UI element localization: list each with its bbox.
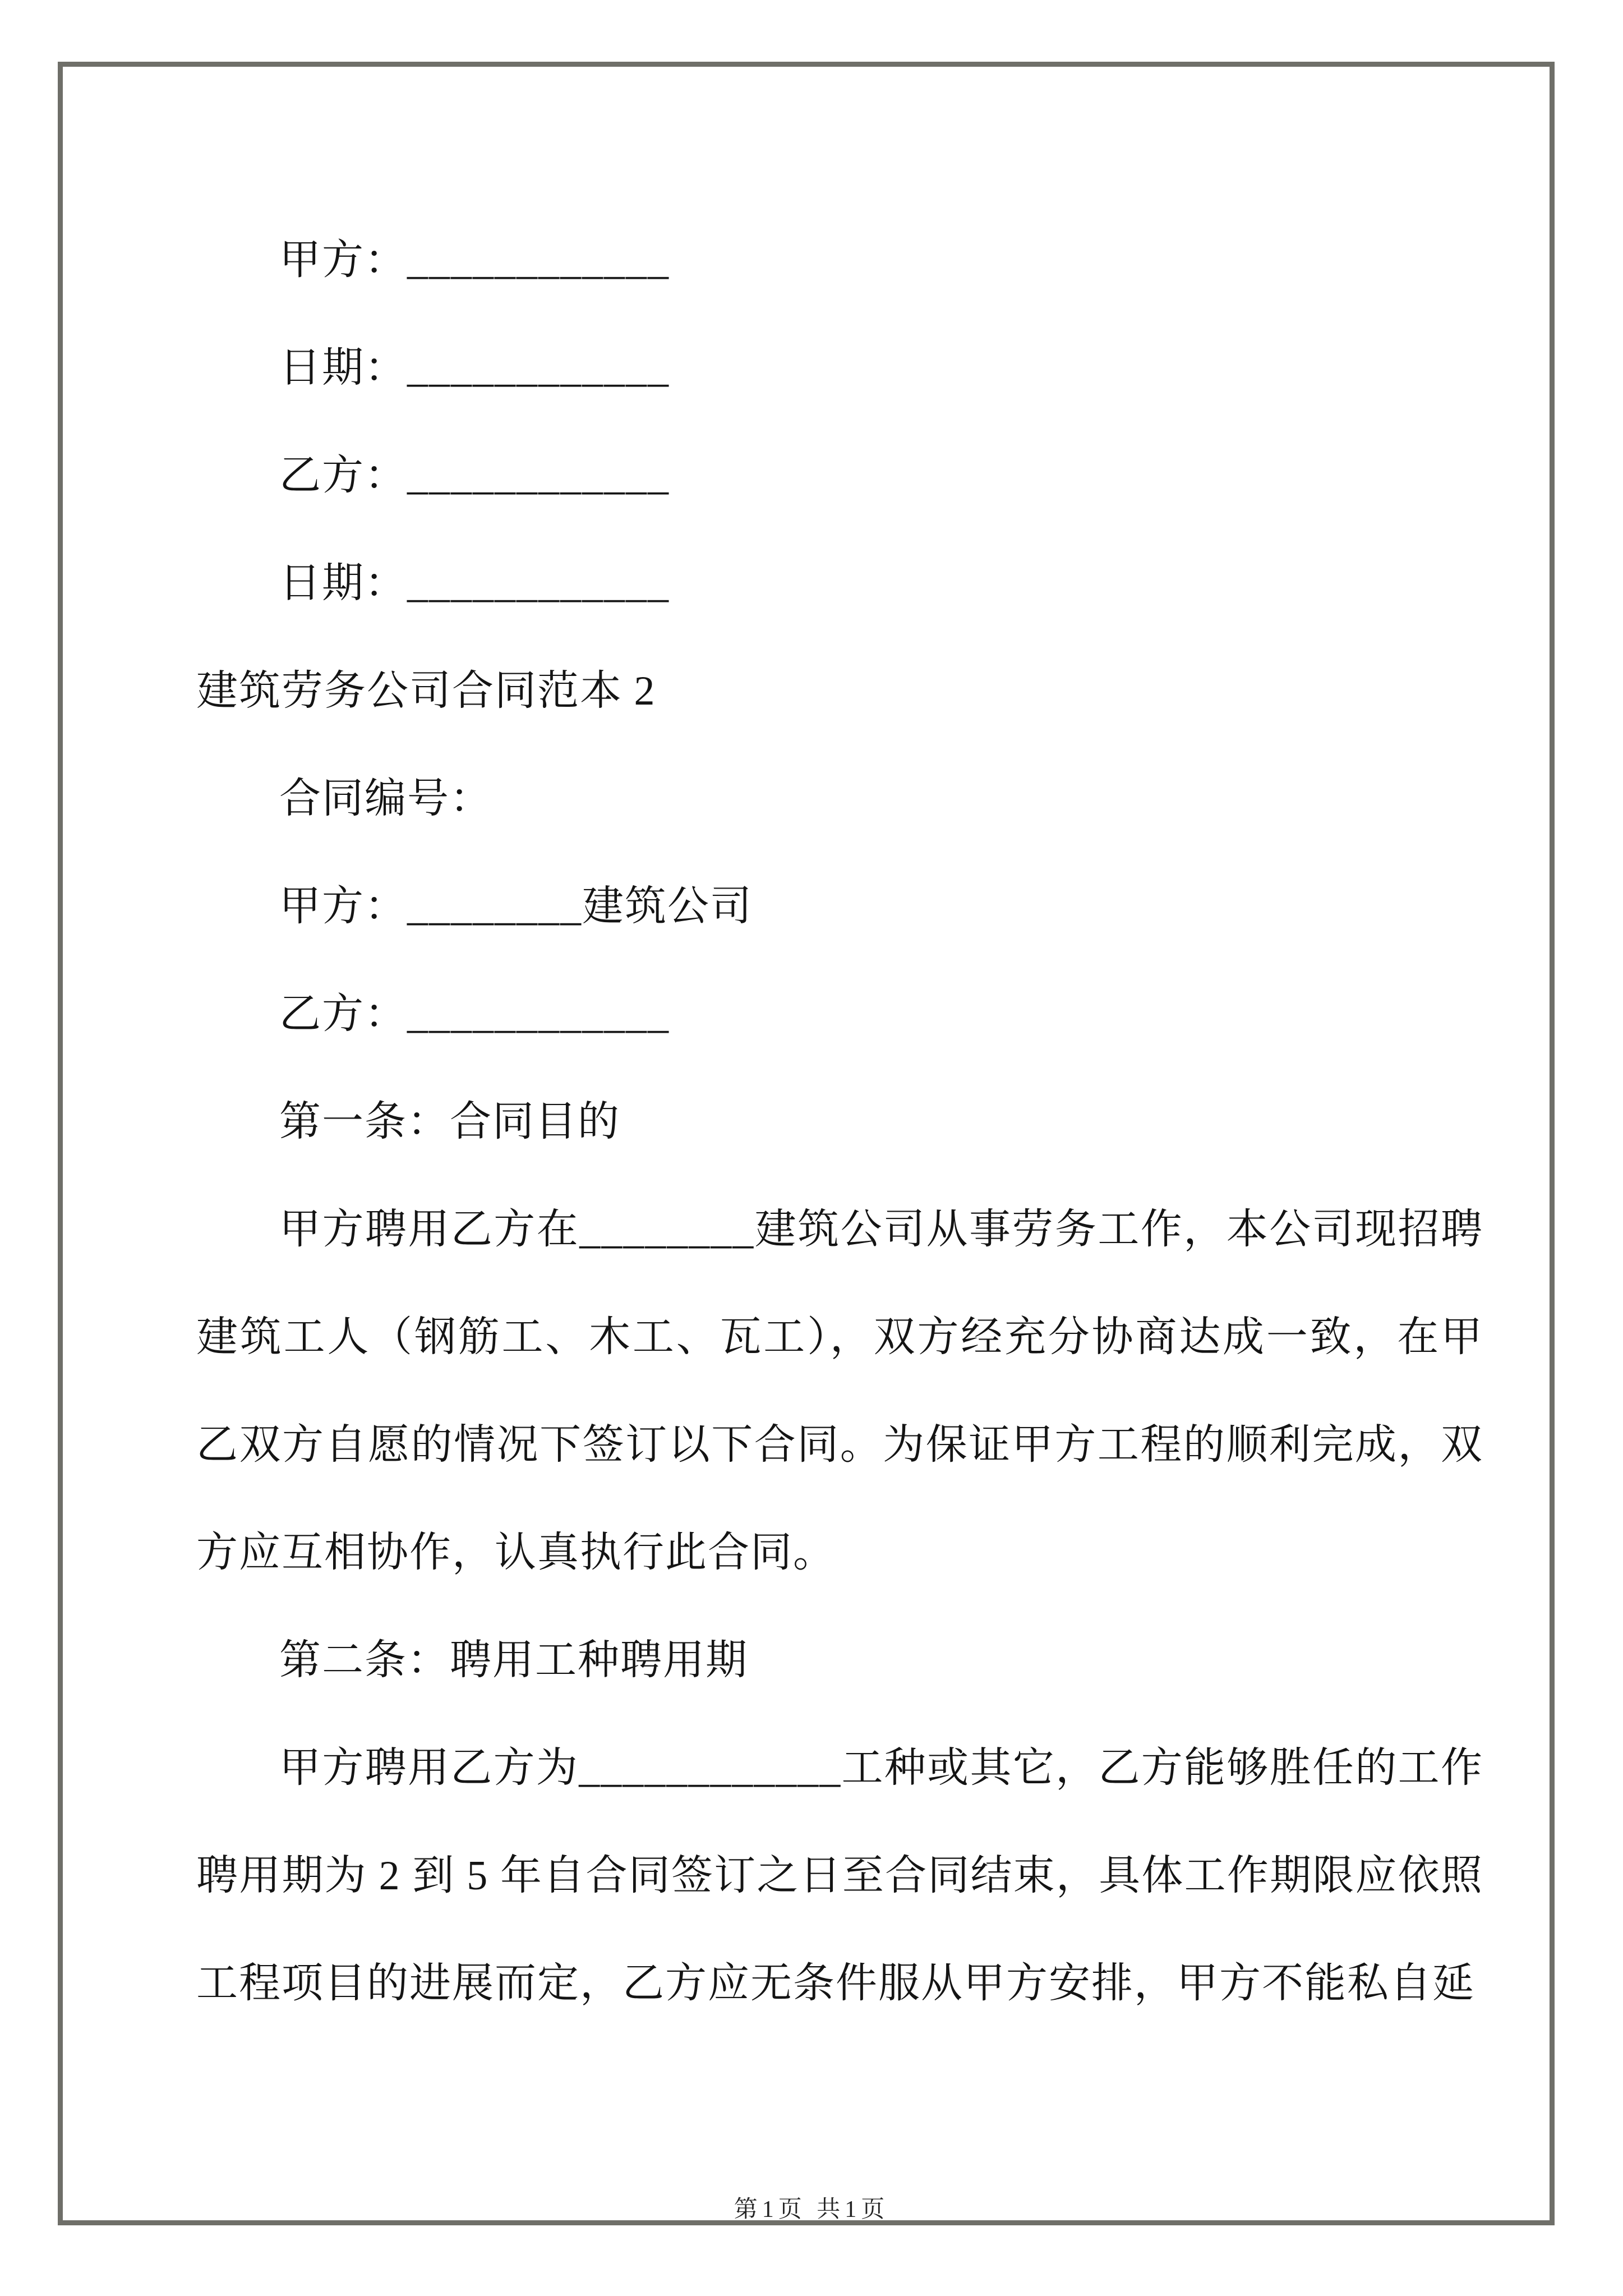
date-line-2: 日期：____________: [279, 560, 670, 606]
article-1-heading: 第一条：合同目的: [279, 1099, 620, 1145]
article-1-body: 甲方聘用乙方在________建筑公司从事劳务工作，本公司现招聘建筑工人（钢筋工、木工、瓦工），双方经充分协商达成一致，在甲乙双方自愿的情况下签订以下合同。为保证甲方工程的顺利完成，双方应互相协作，认真执行此合同。: [196, 1207, 1483, 1576]
date-line-1: 日期：____________: [279, 345, 670, 391]
contract-number-line: 合同编号：: [279, 776, 492, 822]
party-b-signature-line: 乙方：____________: [279, 453, 670, 499]
article-2-heading: 第二条：聘用工种聘用期: [279, 1637, 748, 1683]
page-footer: 第1页 共1页: [734, 2197, 889, 2223]
article-2-body: 甲方聘用乙方为____________工种或其它，乙方能够胜任的工作聘用期为 2 到 5 年自合同签订之日至合同结束，具体工作期限应依照工程项目的进展而定，乙方应无条件服从甲方安排，甲方不能私自延: [196, 1745, 1483, 2007]
party-a-signature-line: 甲方：____________: [279, 237, 670, 283]
party-b-field: 乙方：____________: [279, 991, 670, 1037]
document-body: [196, 206, 1483, 2037]
document-title: 建筑劳务公司合同范本 2: [196, 668, 656, 714]
party-a-field: 甲方：________建筑公司: [279, 884, 753, 930]
